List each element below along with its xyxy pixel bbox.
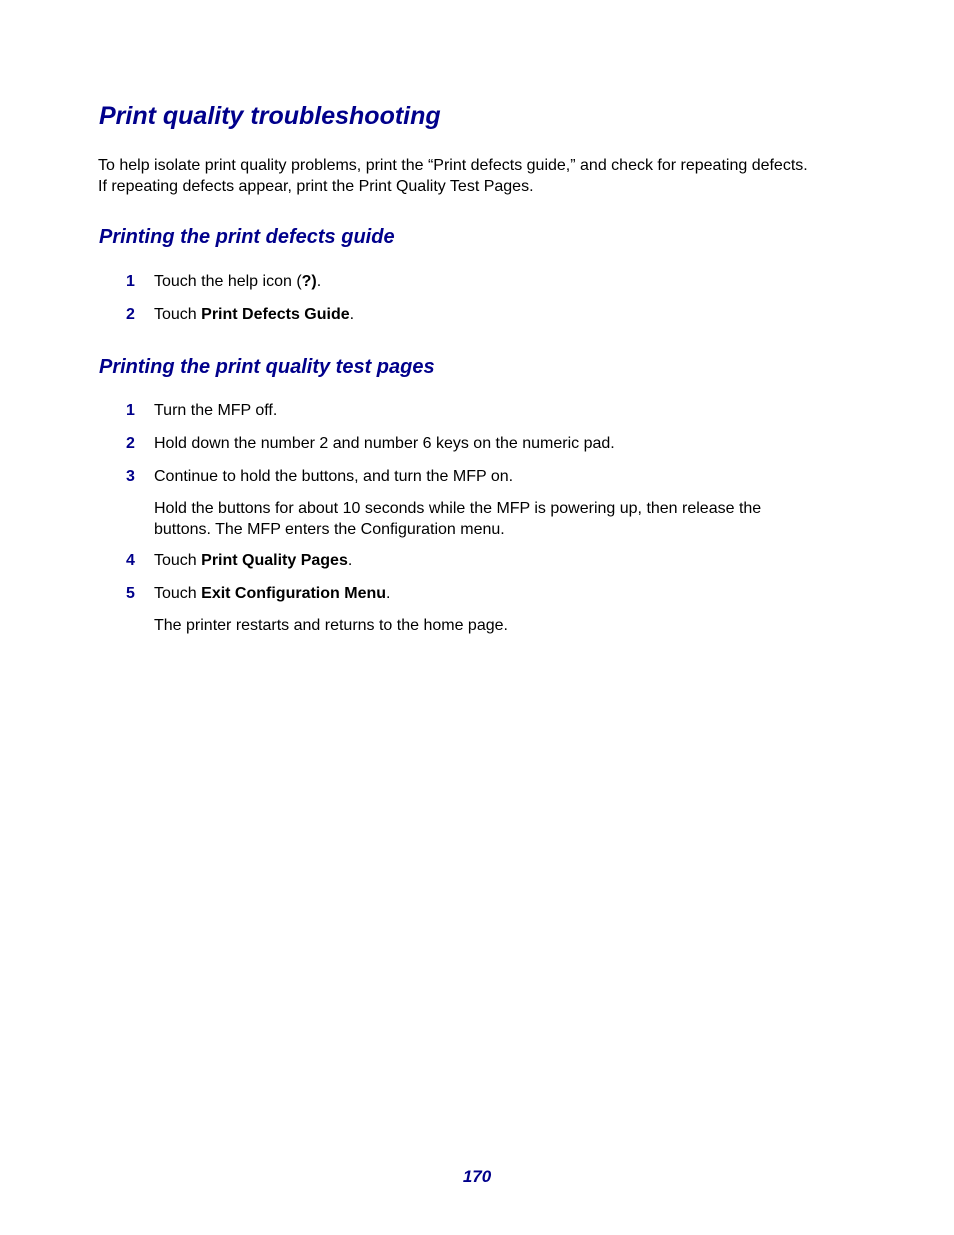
step-3-note-line-2: buttons. The MFP enters the Configuration menu. [154,521,505,538]
section-heading-quality-test-pages: Printing the print quality test pages [99,356,435,378]
intro-line-1: To help isolate print quality problems, print the “Print defects guide,” and check for repeating defects. [98,157,808,174]
step-text: Continue to hold the buttons, and turn the MFP on. [154,468,514,485]
step-number: 4 [126,552,135,569]
step-number: 2 [126,306,135,323]
step-number: 2 [126,435,135,452]
step-number: 5 [126,585,135,602]
step-text: Touch Print Quality Pages. [154,552,353,569]
step-text: Hold down the number 2 and number 6 keys on the numeric pad. [154,435,615,452]
step-5-note: The printer restarts and returns to the home page. [154,617,508,634]
intro-paragraph [98,155,878,197]
step-text: Turn the MFP off. [154,402,278,419]
page-title: Print quality troubleshooting [99,102,441,130]
step-text: Touch Print Defects Guide. [154,306,355,323]
intro-line-2: If repeating defects appear, print the Print Quality Test Pages. [98,178,534,195]
section-heading-defects-guide: Printing the print defects guide [99,226,395,248]
step-3-note-line-1: Hold the buttons for about 10 seconds while the MFP is powering up, then release the [154,500,762,517]
step-text: Touch Exit Configuration Menu. [154,585,391,602]
step-text: Touch the help icon (?). [154,273,322,290]
step-number: 3 [126,468,135,485]
step-number: 1 [126,402,135,419]
step-3-note [154,498,834,540]
step-number: 1 [126,273,135,290]
page-number: 170 [462,1167,492,1186]
